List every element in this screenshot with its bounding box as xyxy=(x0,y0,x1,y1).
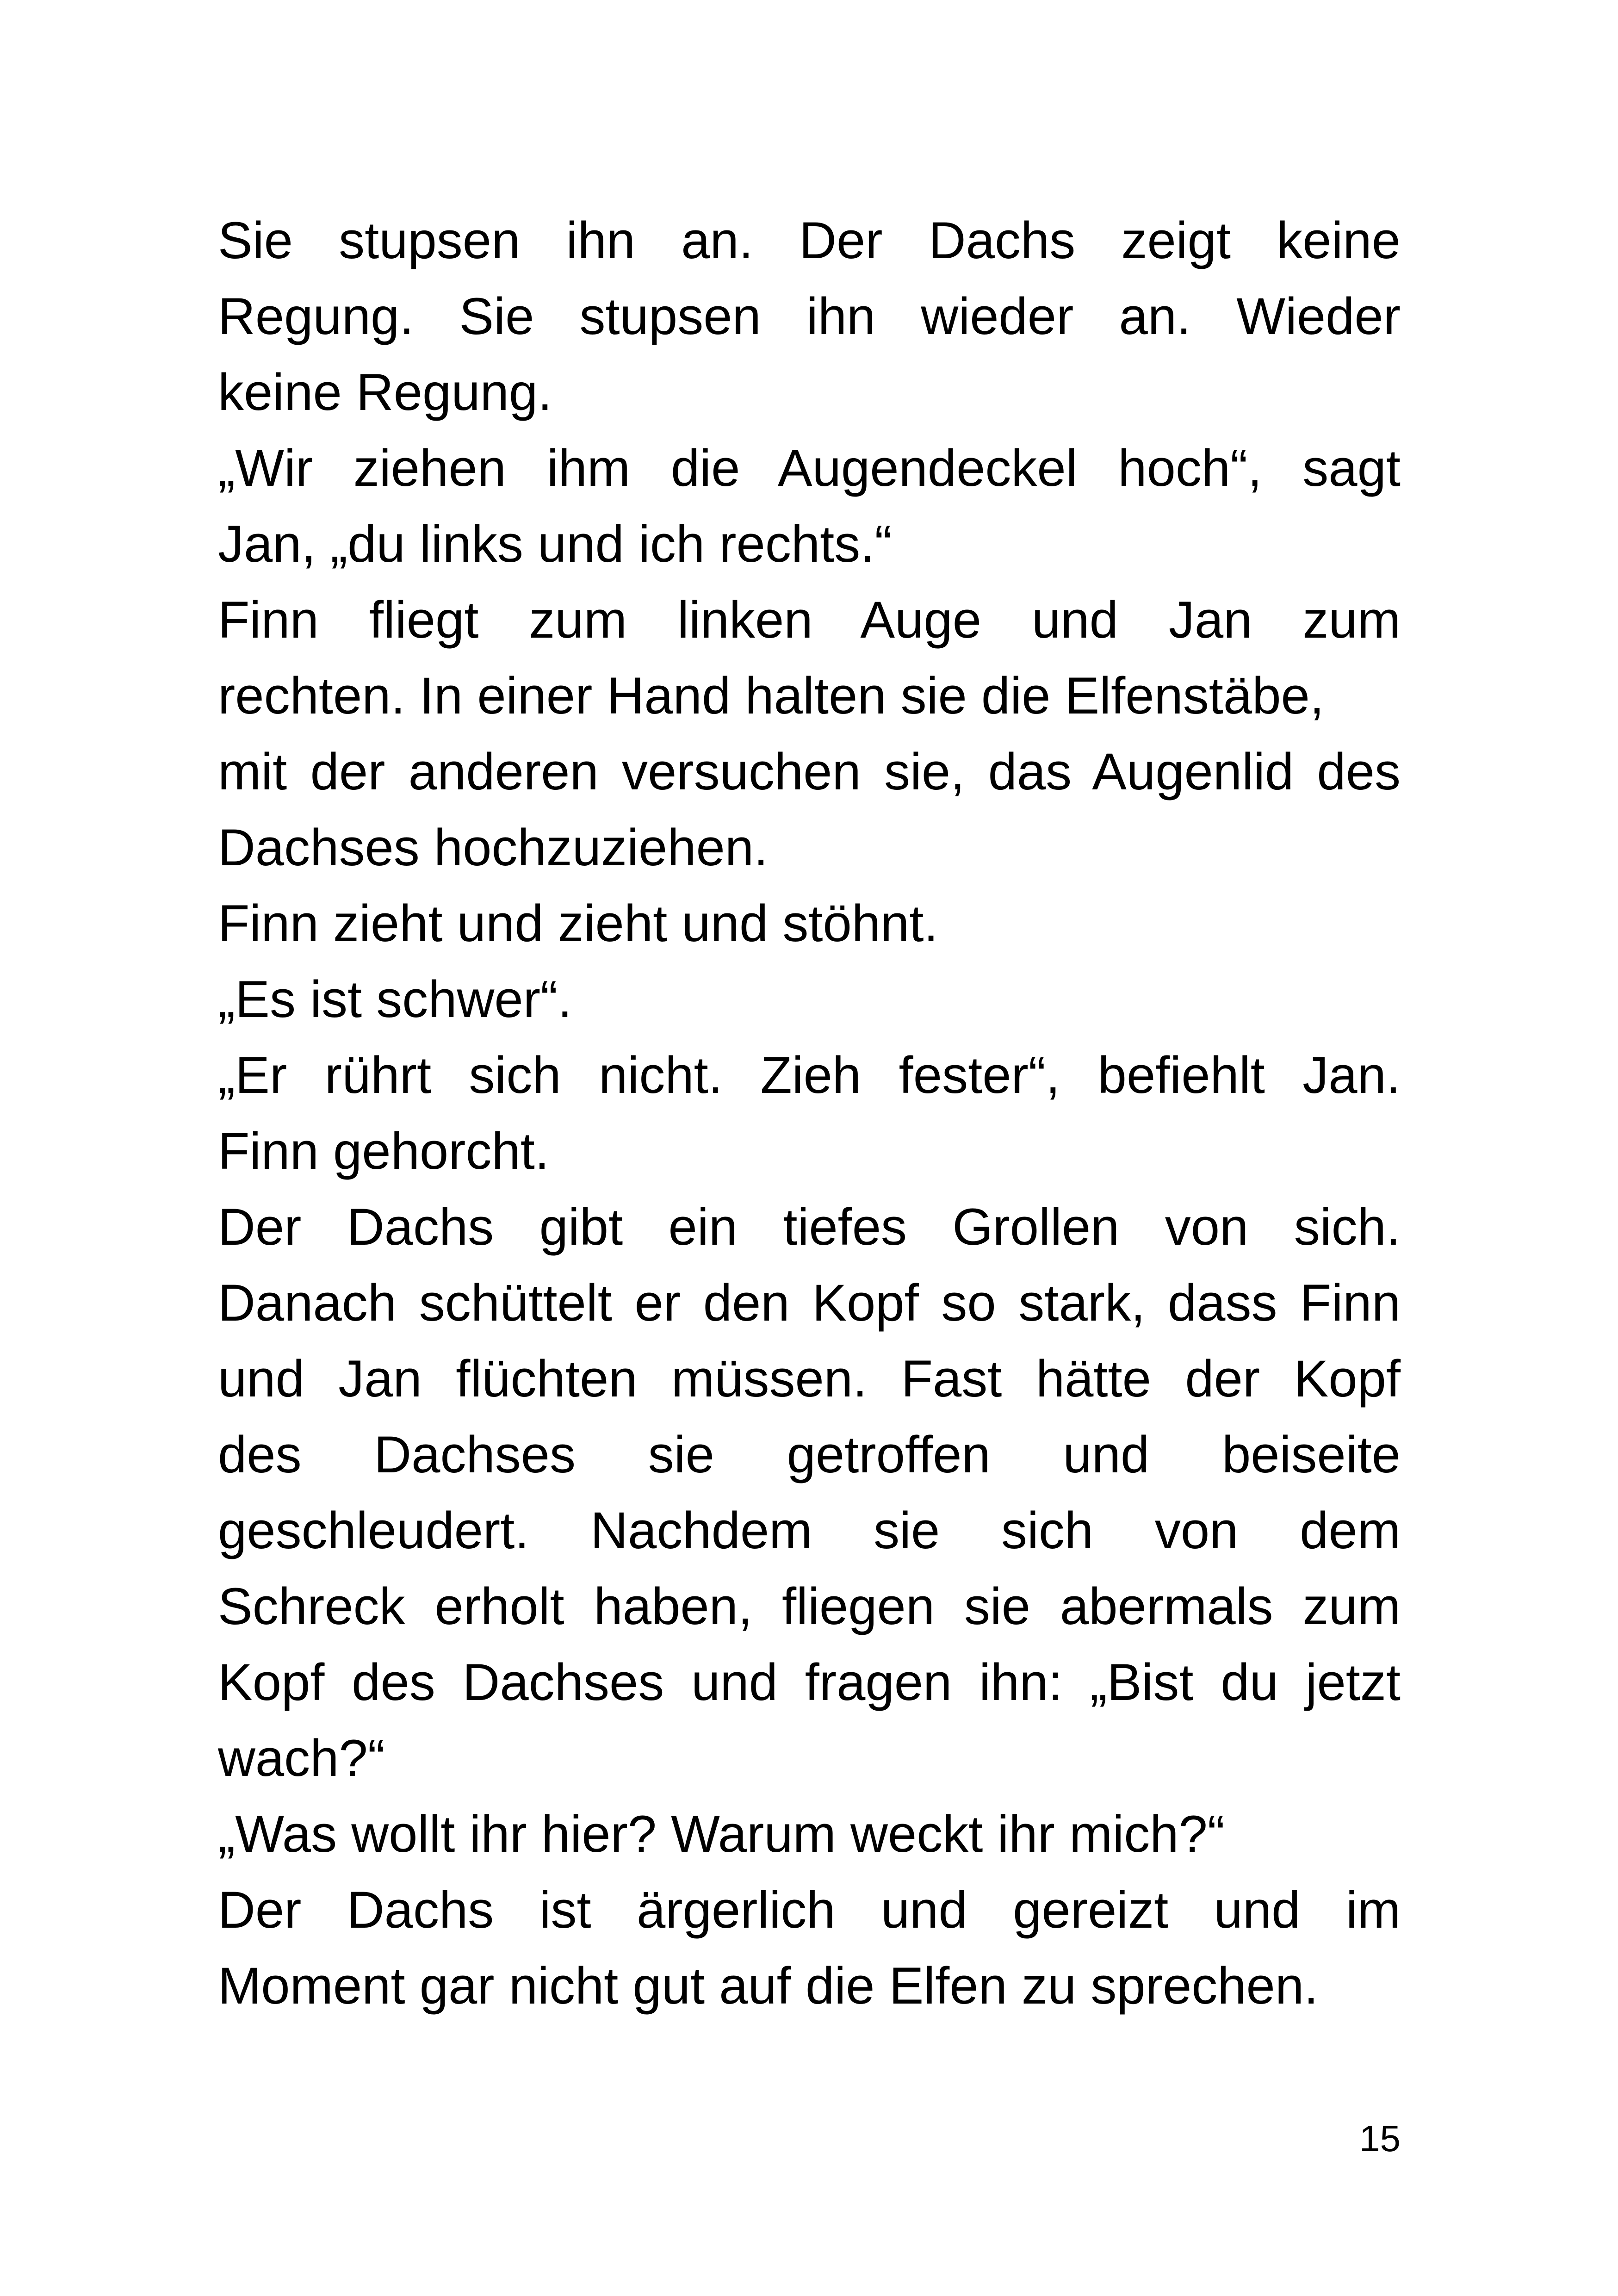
text-line: geschleudert. Nachdem sie sich von dem xyxy=(218,1502,1401,1559)
text-line: Moment gar nicht gut auf die Elfen zu sprechen. xyxy=(218,1957,1319,2015)
text-line: keine Regung. xyxy=(218,363,552,421)
text-line: rechten. In einer Hand halten sie die Elfenstäbe, xyxy=(218,667,1324,725)
text-line: Jan, „du links und ich rechts.“ xyxy=(218,515,892,573)
text-line: wach?“ xyxy=(218,1729,385,1787)
text-line: Finn fliegt zum linken Auge und Jan zum xyxy=(218,591,1401,649)
text-line: Sie stupsen ihn an. Der Dachs zeigt keine xyxy=(218,211,1401,269)
page-number: 15 xyxy=(1359,2118,1401,2159)
text-line: Kopf des Dachses und fragen ihn: „Bist du jetzt xyxy=(218,1653,1401,1711)
text-line: und Jan flüchten müssen. Fast hätte der Kopf xyxy=(218,1350,1401,1408)
text-line: Dachses hochzuziehen. xyxy=(218,819,769,876)
text-line: Danach schüttelt er den Kopf so stark, dass Finn xyxy=(218,1274,1401,1332)
text-line: Der Dachs ist ärgerlich und gereizt und im xyxy=(218,1881,1401,1939)
text-line: mit der anderen versuchen sie, das Augenlid des xyxy=(218,743,1401,800)
text-line: Regung. Sie stupsen ihn wieder an. Wieder xyxy=(218,287,1401,345)
text-line: „Was wollt ihr hier? Warum weckt ihr mich?“ xyxy=(218,1805,1225,1863)
text-line: Der Dachs gibt ein tiefes Grollen von sich. xyxy=(218,1198,1401,1256)
text-line: Finn zieht und zieht und stöhnt. xyxy=(218,894,938,952)
text-line: des Dachses sie getroffen und beiseite xyxy=(218,1426,1401,1483)
text-line: „Es ist schwer“. xyxy=(218,970,572,1028)
text-line: „Wir ziehen ihm die Augendeckel hoch“, sagt xyxy=(218,439,1401,497)
text-line: Finn gehorcht. xyxy=(218,1122,549,1180)
text-line: „Er rührt sich nicht. Zieh fester“, befiehlt Jan. xyxy=(218,1046,1401,1104)
text-line: Schreck erholt haben, fliegen sie abermals zum xyxy=(218,1577,1401,1635)
